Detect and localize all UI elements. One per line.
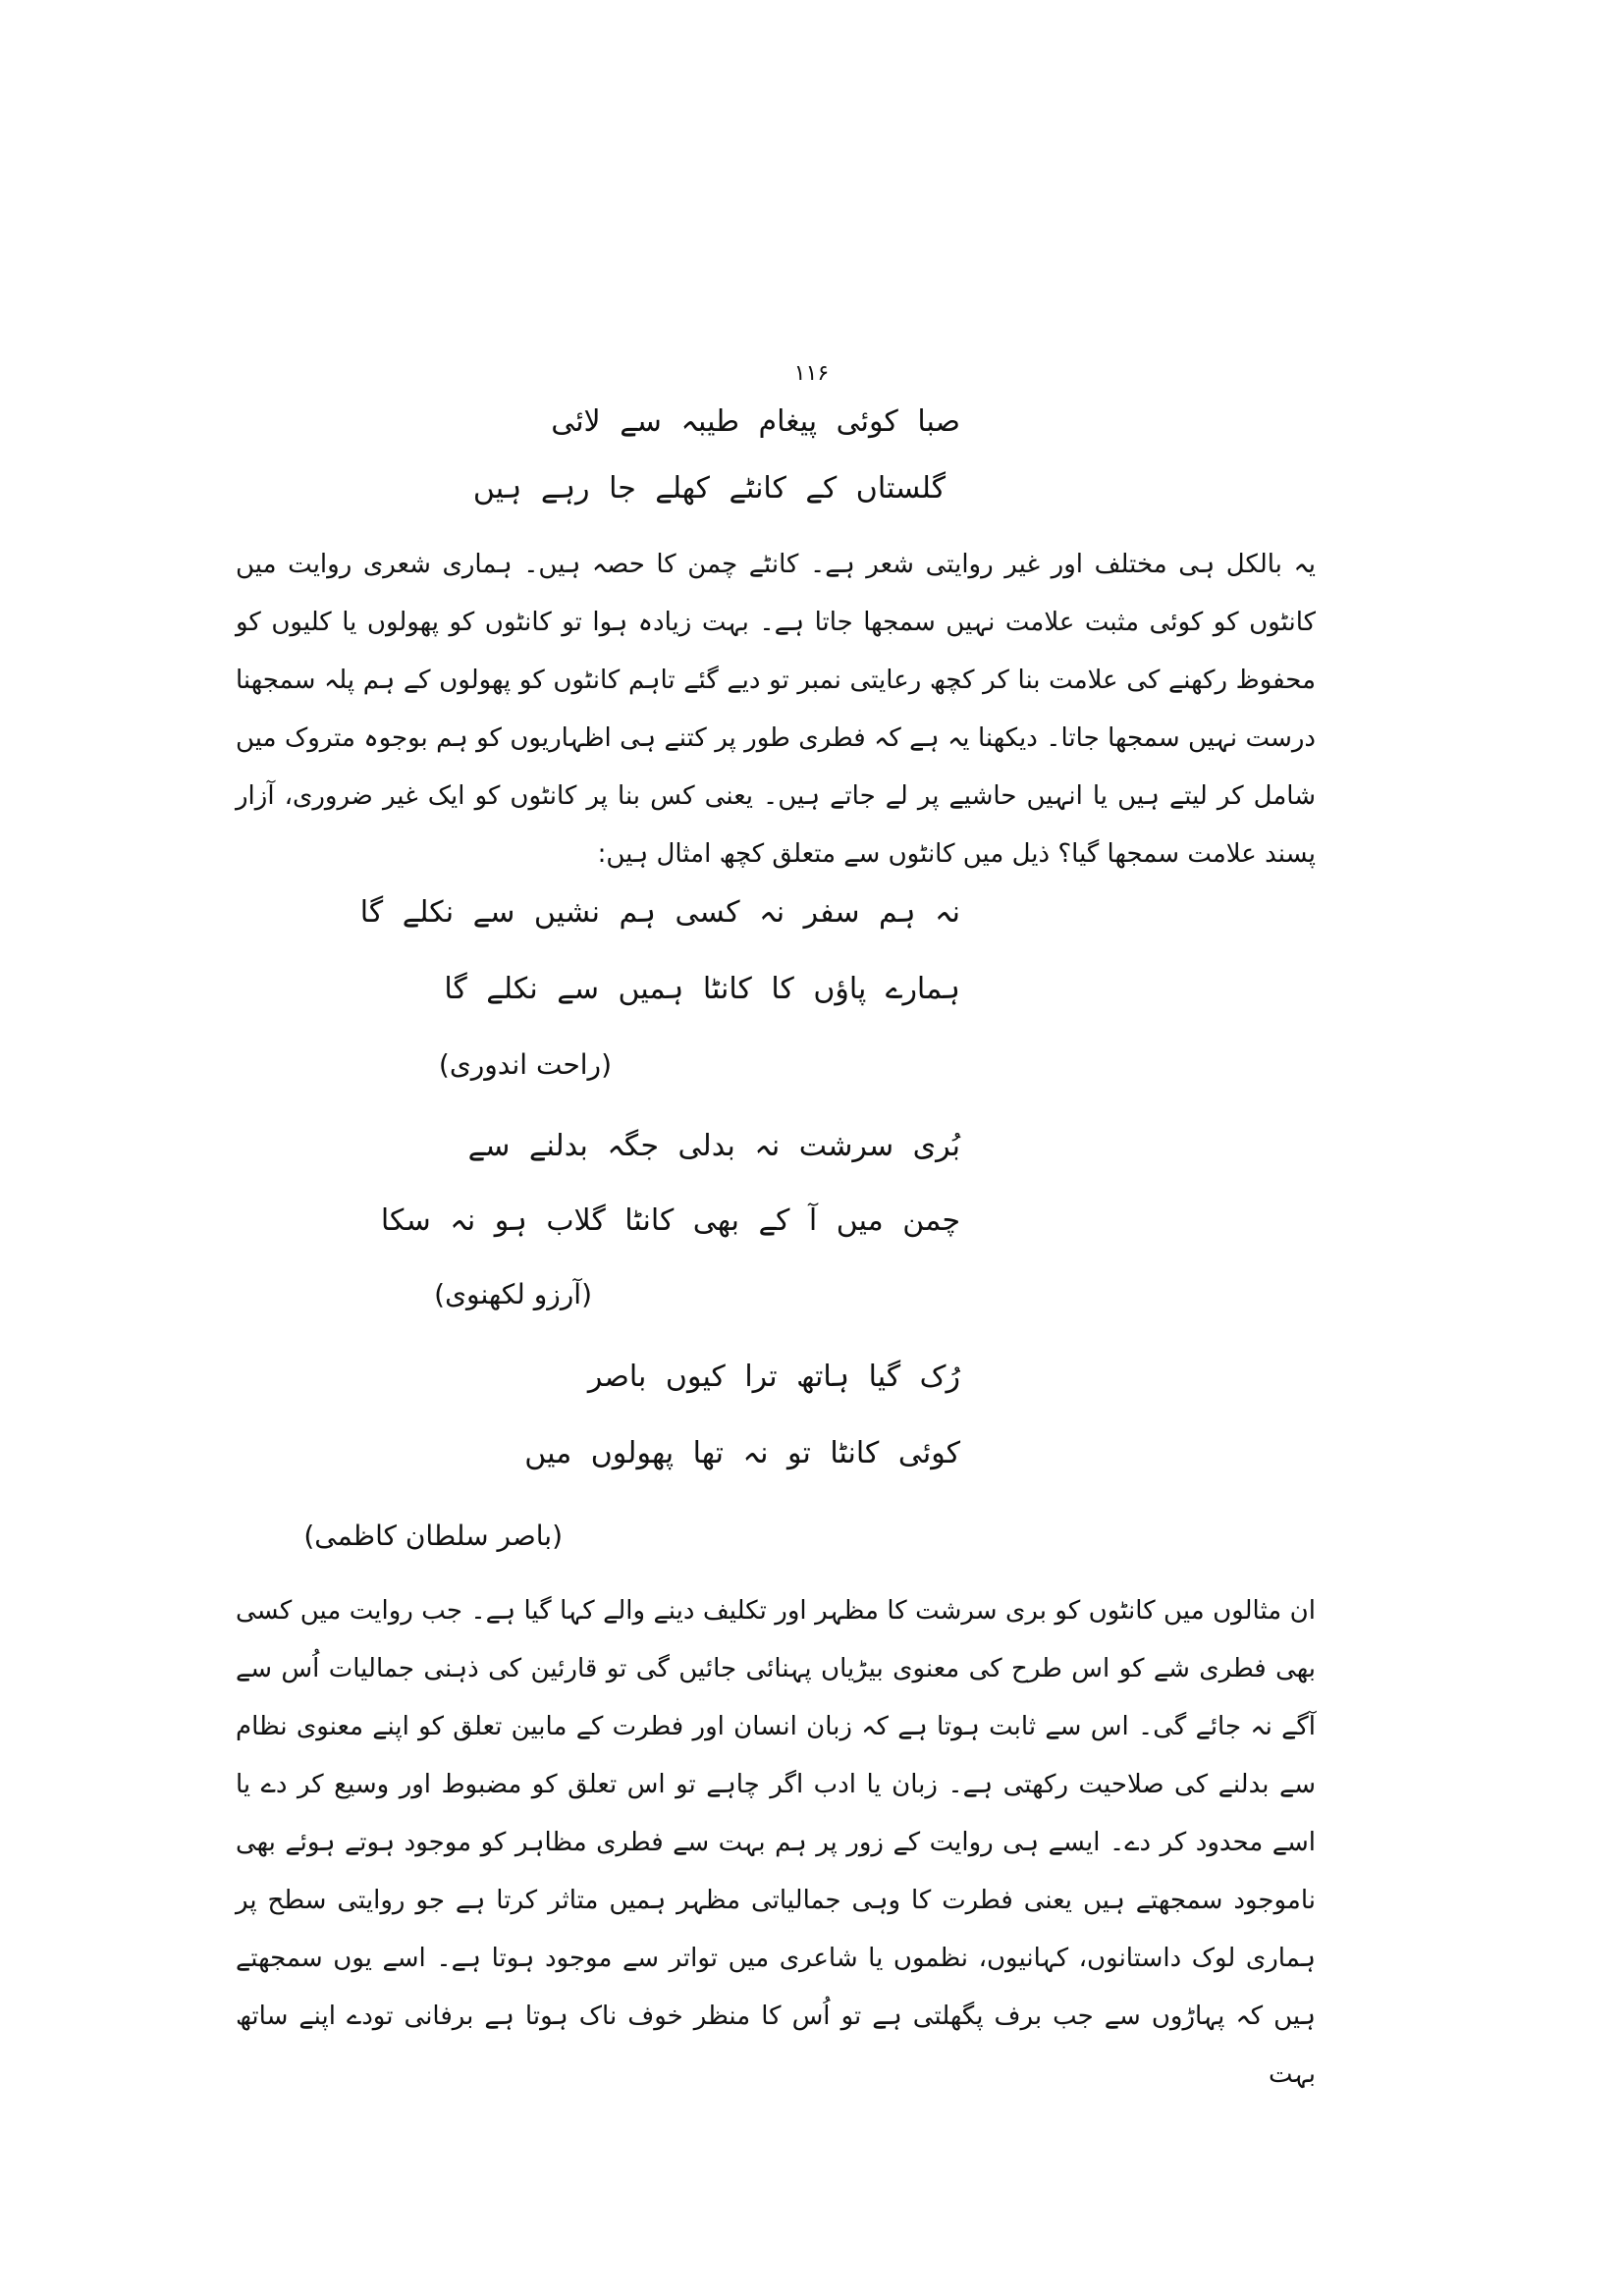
couplet-1-line-1: صبا کوئی پیغام طیبہ سے لائی [551, 404, 960, 439]
example-1-poet: (راحت اندوری) [438, 1048, 612, 1081]
paragraph-1: یہ بالکل ہی مختلف اور غیر روایتی شعر ہے۔ کانٹے چمن کا حصہ ہیں۔ ہماری شعری روایت میں کانٹوں کو کوئی مثبت علامت نہیں سمجھا جاتا ہے۔ بہت زیادہ ہوا تو کانٹوں کو پھولوں یا کلیوں کو محفوظ رکھنے کی علامت بنا کر کچھ رعایتی نمبر تو دیے گئے تاہم کانٹوں کو پھولوں کے ہم پلہ سمجھنا درست نہیں سمجھا جاتا۔ دیکھنا یہ ہے کہ فطری طور پر کتنے ہی اظہاریوں کو ہم بوجوہ متروک میں شامل کر لیتے ہیں یا انہیں حاشیے پر لے جاتے ہیں۔ یعنی کس بنا پر کانٹوں کو ایک غیر ضروری، آزار پسند علامت سمجھا گیا؟ ذیل میں کانٹوں سے متعلق کچھ امثال ہیں: [236, 550, 1316, 869]
example-2-line-1: بُری سرشت نہ بدلی جگہ بدلنے سے [467, 1129, 960, 1163]
example-2-line-2: چمن میں آ کے بھی کانٹا گلاب ہو نہ سکا [380, 1203, 960, 1238]
paragraph-2: ان مثالوں میں کانٹوں کو بری سرشت کا مظہر اور تکلیف دینے والے کہا گیا ہے۔ جب روایت میں کسی بھی فطری شے کو اس طرح کی معنوی بیڑیاں پہنائی جائیں گی تو قارئین کی ذہنی جمالیات اُس سے آگے نہ جائے گی۔ اس سے ثابت ہوتا ہے کہ زبان انسان اور فطرت کے مابین تعلق کو اپنے معنوی نظام سے بدلنے کی صلاحیت رکھتی ہے۔ زبان یا ادب اگر چاہے تو اس تعلق کو مضبوط اور وسیع کر دے یا اسے محدود کر دے۔ ایسے ہی روایت کے زور پر ہم بہت سے فطری مظاہر کو موجود ہوتے ہوئے بھی ناموجود سمجھتے ہیں یعنی فطرت کا وہی جمالیاتی مظہر ہمیں متاثر کرتا ہے جو روایتی سطح پر ہماری لوک داستانوں، کہانیوں، نظموں یا شاعری میں تواتر سے موجود ہوتا ہے۔ اسے یوں سمجھتے ہیں کہ پہاڑوں سے جب برف پگھلتی ہے تو اُس کا منظر خوف ناک ہوتا ہے برفانی تودے اپنے ساتھ بہت [236, 1596, 1316, 2089]
example-1-line-1: نہ ہم سفر نہ کسی ہم نشیں سے نکلے گا [359, 895, 960, 930]
couplet-1-line-2: گلستاں کے کانٹے کھلے جا رہے ہیں [472, 471, 946, 506]
example-2-poet: (آرزو لکھنوی) [434, 1278, 592, 1310]
example-3-line-2: کوئی کانٹا تو نہ تھا پھولوں میں [524, 1436, 960, 1470]
page-number: ۱۱۶ [793, 361, 830, 386]
example-1-line-2: ہمارے پاؤں کا کانٹا ہمیں سے نکلے گا [444, 972, 960, 1006]
example-3-line-1: رُک گیا ہاتھ ترا کیوں باصر [587, 1360, 960, 1394]
example-3-poet: (باصر سلطان کاظمی) [303, 1520, 563, 1552]
